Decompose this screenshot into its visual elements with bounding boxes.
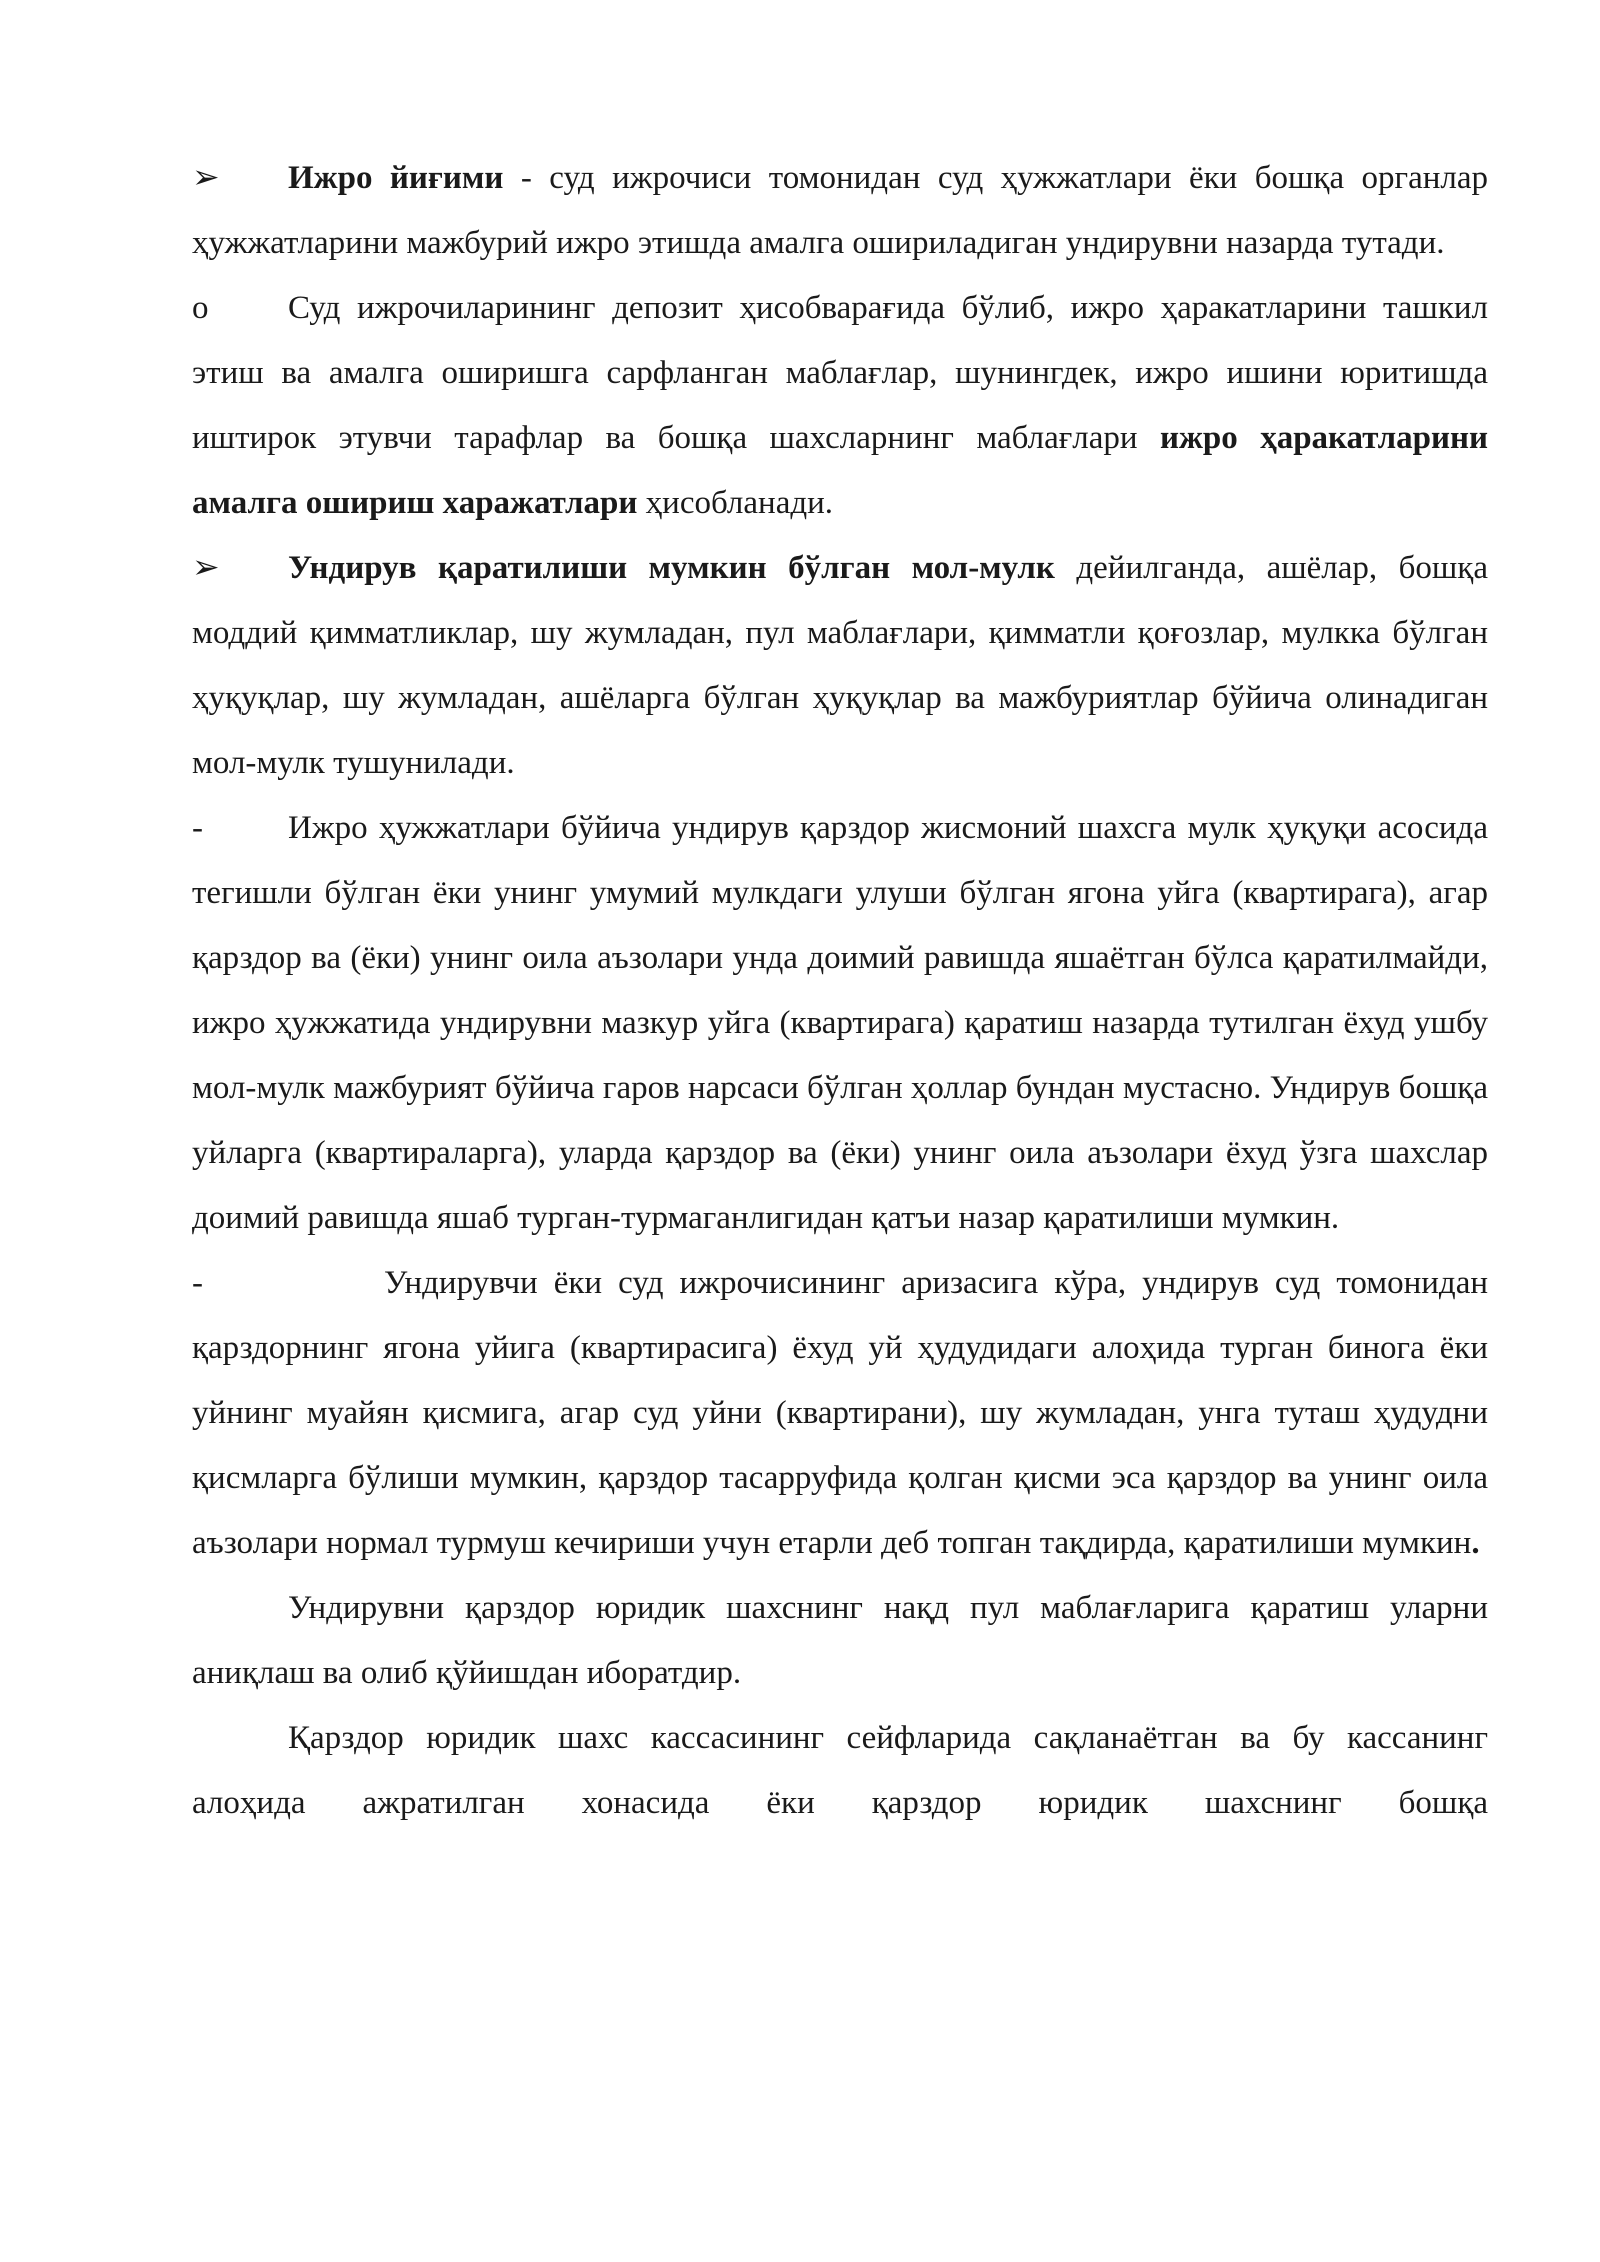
paragraph-text: дейилганда, ашёлар, бошқа моддий қимматликлар, шу жумладан, пул маблағлари, қимматли қоғозлар, мулкка бўлган ҳуқуқлар, шу жумладан, ашёларга бўлган ҳуқуқлар ва мажбуриятлар бўйича олинадиган мол-мулк тушунилади. (192, 550, 1488, 781)
paragraph-undiruvchi-arizasi (192, 1251, 1488, 1576)
paragraph-text: Ундирувчи ёки суд ижрочисининг аризасига кўра, ундирув суд томонидан қарздорнинг ягона уйига (квартирасига) ёхуд уй ҳудудидаги алоҳида турган бинога ёки уйнинг муайян қисмига, агар суд уйни (квартирани), шу жумладан, унга туташ ҳудудни қисмларга бўлиши мумкин, қарздор тасарруфида қолган қисми эса қарздор ва унинг оила аъзолари нормал турмуш кечириши учун етарли деб топган тақдирда, қаратилиши мумкин (192, 1265, 1488, 1561)
paragraph-ijro-xarajatlari (192, 276, 1488, 536)
paragraph-naqd-pul: Ундирувни қарздор юридик шахснинг нақд пул маблағларига қаратиш уларни аниқлаш ва олиб қўйишдан иборатдир. (192, 1590, 1488, 1691)
paragraph-text: Қарздор юридик шахс кассасининг сейфларида сақланаётган ва бу кассанинг алоҳида ажратилган хонасида ёки қарздор юридик шахснинг бошқа (192, 1720, 1488, 1821)
circle-bullet-icon: o (192, 290, 209, 326)
paragraph-end-dot: . (1471, 1525, 1480, 1561)
paragraph-text: - суд ижрочиси томонидан суд ҳужжатлари ёки бошқа органлар ҳужжатларини мажбурий ижро этишда амалга ошириладиган ундирувни назарда тутади. (192, 160, 1488, 261)
arrow-bullet-icon: ➢ (192, 550, 220, 586)
paragraph-mol-mulk (192, 536, 1488, 796)
paragraph-text: Суд ижрочиларининг депозит ҳисобварағида бўлиб, ижро ҳаракатларини ташкил этиш ва амалга оширишга сарфланган маблағлар, шунингдек, ижро ишини юритишда иштирок этувчи тарафлар ва бошқа шахсларнинг маблағлари (192, 290, 1488, 456)
paragraph-ijro-yigimi (192, 146, 1488, 276)
term-ijro-yigimi: Ижро йиғими (288, 160, 504, 196)
paragraph-text: Ижро ҳужжатлари бўйича ундирув қарздор жисмоний шахсга мулк ҳуқуқи асосида тегишли бўлган ёки унинг умумий мулкдаги улуши бўлган ягона уйга (квартирага), агар қарздор ва (ёки) унинг оила аъзолари унда доимий равишда яшаётган бўлса қаратилмайди, ижро ҳужжатида ундирувни мазкур уйга (квартирага) қаратиш назарда тутилган ёхуд ушбу мол-мулк мажбурият бўйича гаров нарсаси бўлган ҳоллар бундан мустасно. Ундирув бошқа уйларга (квартираларга), уларда қарздор ва (ёки) унинг оила аъзолари ёхуд ўзга шахслар доимий равишда яшаб турган-турмаганлигидан қатъи назар қаратилиши мумкин. (192, 810, 1488, 1236)
document-body (192, 146, 1488, 1836)
paragraph-kassa (192, 1706, 1488, 1836)
dash-bullet: - (192, 1265, 203, 1301)
arrow-bullet-icon: ➢ (192, 160, 220, 196)
paragraph-text-end: ҳисобланади. (637, 485, 834, 521)
paragraph-yagona-uy (192, 796, 1488, 1251)
term-mol-mulk: Ундирув қаратилиши мумкин бўлган мол-мулк (288, 550, 1055, 586)
dash-bullet: - (192, 810, 203, 846)
term-ijro-xarajatlari: ижро ҳаракатларини амалга ошириш харажатлари (192, 420, 1489, 521)
